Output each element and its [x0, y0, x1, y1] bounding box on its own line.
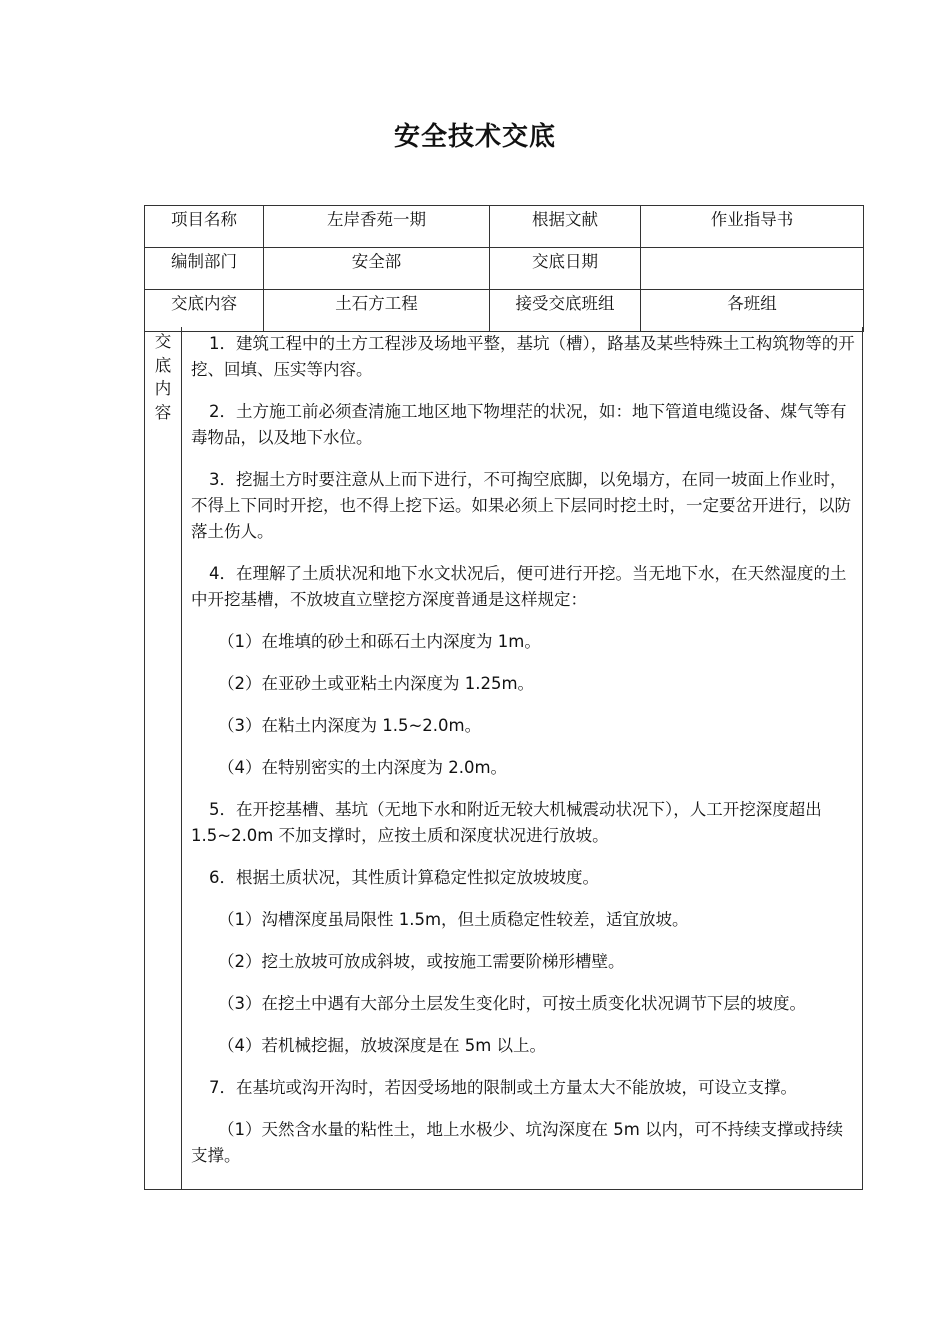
paragraph: 1．建筑工程中的土方工程涉及场地平整，基坑（槽），路基及某些特殊土工构筑物等的开挖、回填、压实等内容。	[191, 334, 855, 379]
info-table	[144, 205, 864, 332]
project-name-value: 左岸香苑一期	[264, 206, 490, 248]
side-label-char: 底	[154, 355, 172, 375]
paragraph: （3）在挖土中遇有大部分土层发生变化时，可按土质变化状况调节下层的坡度。	[218, 994, 806, 1013]
content-section	[144, 327, 863, 1190]
project-name-label: 项目名称	[145, 206, 264, 248]
table-row	[145, 206, 864, 248]
dept-label: 编制部门	[145, 248, 264, 290]
basis-label: 根据文献	[490, 206, 641, 248]
paragraph: 5．在开挖基槽、基坑（无地下水和附近无较大机械震动状况下），人工开挖深度超出 1.5~2.0m 不加支撑时，应按土质和深度状况进行放坡。	[191, 800, 822, 845]
content-side-label	[145, 327, 182, 1189]
table-row	[145, 248, 864, 290]
document-title: 安全技术交底	[393, 122, 556, 152]
paragraph: 6．根据土质状况，其性质计算稳定性拟定放坡坡度。	[209, 868, 599, 887]
paragraph: （2）挖土放坡可放成斜坡，或按施工需要阶梯形槽壁。	[218, 952, 625, 971]
side-label-char: 交	[154, 332, 172, 351]
content-body	[191, 331, 855, 1185]
paragraph: （2）在亚砂土或亚粘土内深度为 1.25m。	[218, 674, 535, 693]
basis-value: 作业指导书	[641, 206, 864, 248]
paragraph: 7．在基坑或沟开沟时，若因受场地的限制或土方量太大不能放坡，可设立支撑。	[209, 1078, 797, 1097]
paragraph: （1）在堆填的砂土和砾石土内深度为 1m。	[218, 632, 541, 651]
content-label: 交底内容	[145, 290, 264, 332]
paragraph: （4）在特别密实的土内深度为 2.0m。	[218, 758, 508, 777]
paragraph: 4．在理解了土质状况和地下水文状况后，便可进行开挖。当无地下水，在天然湿度的土中开挖基槽，不放坡直立壁挖方深度普通是这样规定：	[191, 564, 847, 609]
dept-value: 安全部	[264, 248, 490, 290]
paragraph: 3．挖掘土方时要注意从上而下进行，不可掏空底脚，以免塌方，在同一坡面上作业时，不得上下同时开挖，也不得上挖下运。如果必须上下层同时挖土时，一定要岔开进行，以防落土伤人。	[191, 470, 851, 541]
date-label: 交底日期	[490, 248, 641, 290]
paragraph: 2．土方施工前必须查清施工地区地下物埋茫的状况，如：地下管道电缆设备、煤气等有毒物品，以及地下水位。	[191, 402, 847, 447]
team-value: 各班组	[641, 290, 864, 332]
paragraph: （3）在粘土内深度为 1.5~2.0m。	[218, 716, 482, 735]
date-value	[641, 248, 864, 290]
side-label-char: 容	[154, 402, 172, 422]
table-row	[145, 290, 864, 332]
side-label-char: 内	[154, 379, 172, 398]
paragraph: （1）天然含水量的粘性土，地上水极少、坑沟深度在 5m 以内，可不持续支撑或持续支撑。	[191, 1120, 844, 1165]
paragraph: （4）若机械挖掘，放坡深度是在 5m 以上。	[218, 1036, 547, 1055]
team-label: 接受交底班组	[490, 290, 641, 332]
content-value: 土石方工程	[264, 290, 490, 332]
paragraph: （1）沟槽深度虽局限性 1.5m，但土质稳定性较差，适宜放坡。	[218, 910, 689, 929]
